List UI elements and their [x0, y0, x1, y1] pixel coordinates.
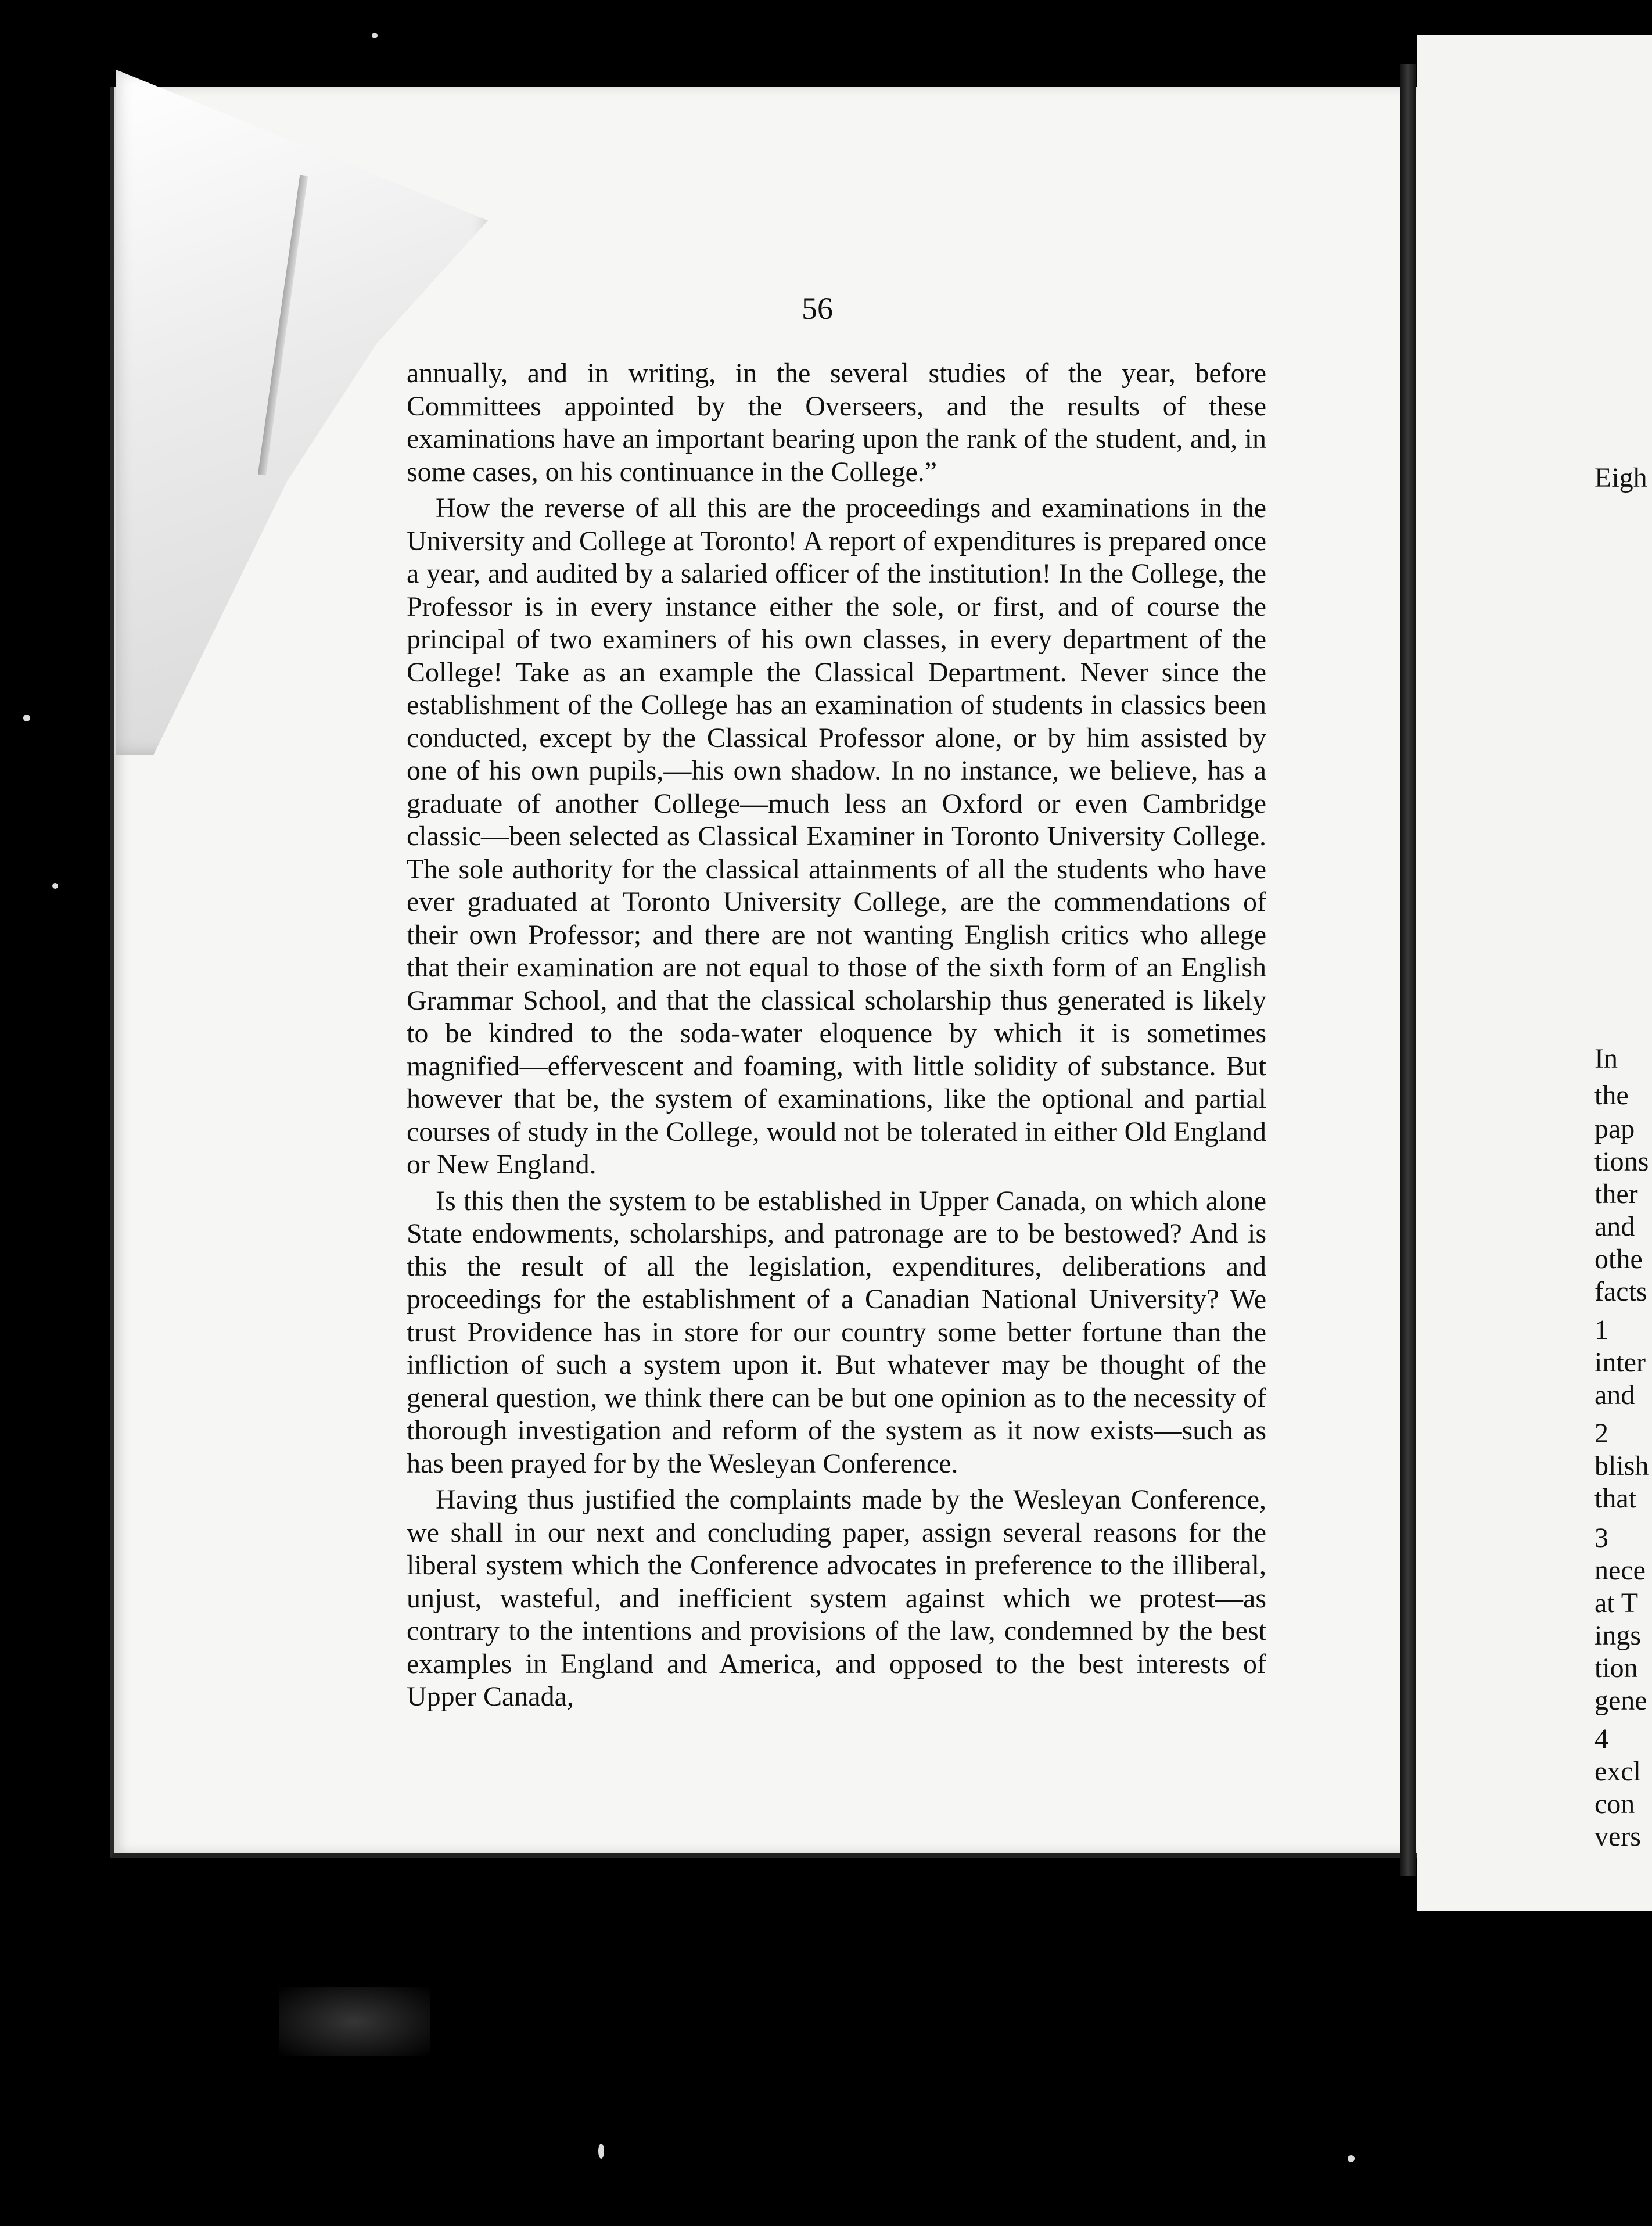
right-fragment: In: [1594, 1043, 1618, 1074]
right-fragment: Eigh: [1594, 462, 1647, 493]
body-text: [407, 357, 1266, 1717]
right-fragment: that: [1594, 1483, 1636, 1514]
right-fragment: tion: [1594, 1653, 1638, 1683]
page-smudge: [279, 1987, 430, 2056]
right-fragment: ther: [1594, 1179, 1638, 1209]
right-fragment: pap: [1594, 1114, 1635, 1144]
right-fragment: 4: [1594, 1724, 1608, 1754]
right-fragment: nece: [1594, 1555, 1646, 1586]
right-fragment: gene: [1594, 1685, 1647, 1716]
right-fragment: and: [1594, 1211, 1635, 1242]
right-fragment: blish: [1594, 1451, 1649, 1481]
paragraph: Having thus justified the complaints made by the Wesleyan Conference, we shall in our next and concluding paper, assign several reasons for the liberal system which the Conference advocates in preference to the illiberal, unjust, wasteful, and inefficient system against which we protest—as contrary to the intentions and provisions of the law, condemned by the best examples in England and America, and opposed to the best interests of Upper Canada,: [407, 1484, 1266, 1712]
right-fragment: 3: [1594, 1523, 1608, 1553]
right-fragment: vers: [1594, 1821, 1641, 1852]
dust-speck: [372, 33, 378, 38]
right-fragment: at T: [1594, 1588, 1639, 1618]
paragraph: How the reverse of all this are the proceedings and examinations in the University and College at Toronto! A report of expenditures is prepared once a year, and audited by a salaried officer of the institution! In the College, the Professor is in every instance either the sole, or first, and of course the principal of two examiners of his own classes, in every department of the College! Take as an example the Classical Department. Never since the establishment of the College has an examination of students in classics been conducted, except by the Classical Professor alone, or by him assisted by one of his own pupils,—his own shadow. In no instance, we believe, has a graduate of another College—much less an Oxford or even Cambridge classic—been selected as Classical Examiner in Toronto University College. The sole authority for the classical attainments of all the students who have ever graduated at Toronto University College, are the commendations of their own Professor; and there are not wanting English critics who allege that their examination are not equal to those of the sixth form of an English Grammar School, and that the classical scholarship thus generated is likely to be kindred to the soda-water eloquence by which it is sometimes magnified—effervescent and foaming, with little solidity of substance. But however that be, the system of examinations, like the optional and partial courses of study in the College, would not be tolerated in either Old England or New England.: [407, 493, 1266, 1180]
right-fragment: and: [1594, 1380, 1635, 1410]
right-fragment: facts: [1594, 1276, 1647, 1307]
dust-speck: [1348, 2155, 1355, 2162]
right-fragment: inter: [1594, 1347, 1646, 1378]
right-fragment: con: [1594, 1789, 1635, 1819]
paragraph: Is this then the system to be established in Upper Canada, on which alone State endowments, scholarships, and patronage are to be bestowed? And is this the result of all the legislation, expenditures, deliberations and proceedings for the establishment of a Canadian National University? We trust Providence has in store for our country some better fortune than the infliction of such a system upon it. But whatever may be thought of the general question, we think there can be but one opinion as to the necessity of thorough investigation and reform of the system as it now exists—such as has been prayed for by the Wesleyan Conference.: [407, 1185, 1266, 1479]
right-fragment: the: [1594, 1080, 1629, 1111]
book-gutter: [1400, 64, 1416, 1876]
right-fragment: 2: [1594, 1418, 1608, 1449]
right-fragment: 1: [1594, 1315, 1608, 1345]
right-fragment: othe: [1594, 1244, 1643, 1274]
right-fragment: ings: [1594, 1620, 1642, 1651]
right-fragment: tions: [1594, 1146, 1649, 1177]
page-number: 56: [802, 291, 833, 326]
dust-speck: [598, 2144, 604, 2159]
dust-speck: [23, 715, 30, 721]
right-fragment: excl: [1594, 1756, 1641, 1787]
paragraph: annually, and in writing, in the several studies of the year, before Committees appointed by the Overseers, and the results of these examinations have an important bearing upon the rank of the student, and, in some cases, on his continuance in the College.”: [407, 358, 1266, 487]
dust-speck: [52, 883, 58, 889]
